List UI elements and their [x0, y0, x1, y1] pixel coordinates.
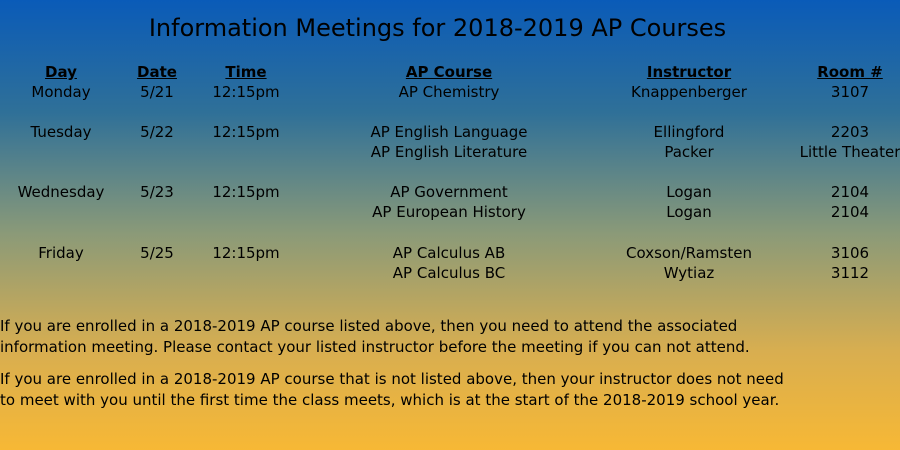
cell-course: AP Calculus BC [392, 264, 506, 282]
cell-day: Tuesday [30, 123, 92, 141]
cell-course: AP English Literature [370, 143, 528, 161]
cell-room: 2203 [830, 123, 870, 141]
cell-room: 2104 [830, 203, 870, 221]
cell-room: 3112 [830, 264, 870, 282]
page-title: Information Meetings for 2018-2019 AP Courses [148, 14, 727, 42]
meeting-schedule-table [0, 62, 900, 292]
cell-course: AP European History [372, 203, 526, 221]
cell-instructor: Packer [664, 143, 714, 161]
cell-time: 12:15pm [212, 183, 280, 201]
cell-date: 5/22 [140, 123, 174, 141]
cell-time: 12:15pm [212, 244, 280, 262]
cell-course: AP Chemistry [398, 83, 500, 101]
cell-date: 5/21 [140, 83, 174, 101]
cell-date: 5/23 [140, 183, 174, 201]
cell-instructor: Logan [666, 203, 712, 221]
column-header-instructor: Instructor [646, 63, 732, 81]
cell-room: 2104 [830, 183, 870, 201]
column-header-room: Room # [817, 63, 883, 81]
cell-course: AP English Language [370, 123, 528, 141]
notes-section [0, 316, 900, 422]
cell-day: Monday [31, 83, 91, 101]
column-header-course: AP Course [405, 63, 493, 81]
cell-course: AP Calculus AB [392, 244, 506, 262]
column-header-date: Date [137, 63, 177, 81]
enrolled-unlisted-note: If you are enrolled in a 2018-2019 AP course that is not listed above, then your instructor does not need to meet with you until the first time the class meets, which is at the start of the 2018-2019 school year. [0, 370, 784, 409]
cell-date: 5/25 [140, 244, 174, 262]
cell-day: Friday [38, 244, 84, 262]
cell-instructor: Coxson/Ramsten [626, 244, 752, 262]
cell-room: Little Theater [799, 143, 900, 161]
cell-instructor: Logan [666, 183, 712, 201]
column-header-day: Day [45, 63, 77, 81]
cell-instructor: Wytiaz [663, 264, 715, 282]
cell-instructor: Ellingford [653, 123, 725, 141]
cell-time: 12:15pm [212, 83, 280, 101]
cell-time: 12:15pm [212, 123, 280, 141]
column-header-time: Time [225, 63, 267, 81]
cell-instructor: Knappenberger [631, 83, 747, 101]
enrolled-listed-note: If you are enrolled in a 2018-2019 AP course listed above, then you need to attend the associated information meeting. Please contact your listed instructor before the meeting if you can not attend. [0, 317, 750, 356]
cell-room: 3107 [830, 83, 870, 101]
cell-room: 3106 [830, 244, 870, 262]
cell-day: Wednesday [17, 183, 105, 201]
cell-course: AP Government [390, 183, 508, 201]
